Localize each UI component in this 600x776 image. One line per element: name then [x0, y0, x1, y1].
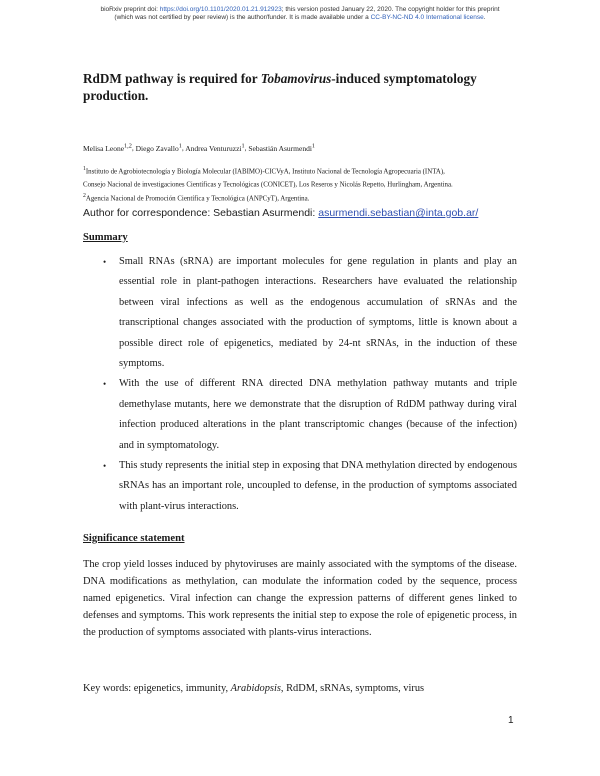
correspondence-email-link[interactable]: asurmendi.sebastian@inta.gob.ar/ — [318, 207, 479, 219]
author: Andrea Venturuzzi$^1$ — [185, 142, 245, 153]
summary-item: • With the use of different RNA directed DNA methylation pathway mutants and triple demethylase mutants, here we demonstrate that the disruption of RdDM pathway during viral infection produced alterations in the plant transcriptomic changes (because of the infection) and in symptomatology. — [83, 374, 517, 456]
affiliation: $^1$Instituto de Agrobiotecnología y Biología Molecular (IABIMO)-CICVyA, Instituto Nacional de Tecnología Agropecuaria (INTA), — [83, 166, 445, 176]
doi-link[interactable]: https://doi.org/10.1101/2020.01.21.912923 — [159, 6, 282, 13]
paper-title: RdDM pathway is required for Tobamovirus-induced symptomatology production. — [83, 71, 477, 103]
keyword-italic: Arabidopsis — [230, 683, 281, 694]
significance-paragraph: The crop yield losses induced by phytoviruses are mainly associated with the symptoms of the disease. DNA modifications as methylation, can modulate the information coded by the sequence, process named epigenetics. Viral infection can change the expression patterns of different genes linked to defenses and symptoms. This work represents the initial step to expose the role of epigenetic process, in the production of symptoms associated with plants-virus interactions. — [83, 559, 517, 638]
author: Sebastián Asurmendi$^1$ — [248, 142, 316, 153]
keywords-line: Key words: epigenetics, immunity, Arabidopsis, RdDM, sRNAs, symptoms, virus — [83, 683, 425, 694]
correspondence-line: Author for correspondence: Sebastian Asurmendi: asurmendi.sebastian@inta.gob.ar/ — [83, 207, 479, 219]
significance-heading: Significance statement — [83, 533, 185, 544]
bullet-icon: • — [103, 379, 107, 390]
affiliation: Consejo Nacional de investigaciones Científicas y Tecnológicas (CONICET), Los Reseros y Nicolás Repetto, Hurlingham, Argentina. — [83, 181, 453, 189]
summary-item: • Small RNAs (sRNA) are important molecules for gene regulation in plants and play an essential role in plant-pathogen interactions. Researchers have evaluated the relationship between viral infections as well as the endogenous accumulation of sRNAs and the transcriptional changes associated with the production of symptoms, little is known about a possible direct role of epigenetics, mediated by 24-nt sRNAs, in the induction of these symptoms. — [83, 252, 517, 374]
preprint-header — [60, 6, 540, 22]
author-list: Melisa Leone$^{1,2}$, Diego Zavallo$^1$, Andrea Venturuzzi$^1$, Sebastián Asurmendi$^1$ — [83, 142, 316, 153]
summary-heading: Summary — [83, 232, 128, 243]
summary-list — [83, 252, 517, 517]
page-number: 1 — [508, 715, 514, 726]
header-line-1: bioRxiv preprint doi: https://doi.org/10.1101/2020.01.21.912923; this version posted January 22, 2020. The copyright holder for this preprint — [100, 6, 500, 13]
author: Diego Zavallo$^1$ — [135, 142, 182, 153]
affiliations — [83, 164, 523, 204]
affiliation: $^2$Agencia Nacional de Promoción Científica y Tecnológica (ANPCyT), Argentina. — [83, 192, 310, 202]
summary-item: • This study represents the initial step in exposing that DNA methylation directed by endogenous sRNAs has an important role, uncoupled to defense, in the production of symptoms associated with plant-virus interactions. — [83, 456, 517, 517]
license-link[interactable]: CC-BY-NC-ND 4.0 International license — [370, 14, 484, 21]
author: Melisa Leone$^{1,2}$ — [83, 142, 132, 153]
bullet-icon: • — [103, 257, 107, 267]
bullet-icon: • — [103, 461, 107, 472]
title-italic-genus: Tobamovirus — [260, 71, 332, 86]
header-line-2: (which was not certified by peer review) is the author/funder. It is made available under a CC-BY-NC-ND 4.0 International license. — [114, 14, 486, 21]
